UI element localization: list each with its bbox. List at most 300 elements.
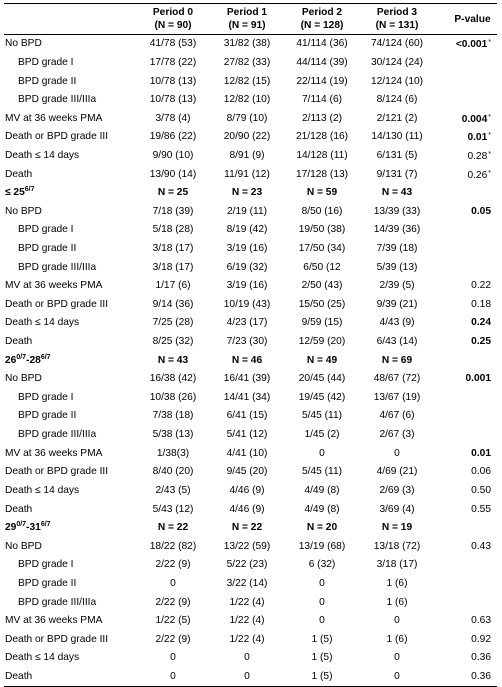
outcome-label: [4, 333, 136, 352]
period-1-value: 5/22 (23): [226, 559, 268, 571]
period-1-value: 4/46 (9): [229, 503, 265, 515]
p-value: 0.36: [471, 671, 491, 683]
outcome-label: [4, 556, 136, 575]
period-0-value: N = 25: [157, 187, 189, 199]
row-label-text: MV at 36 weeks PMA: [5, 615, 103, 627]
row-label-text: Death or BPD grade III: [5, 466, 109, 478]
table-row: [4, 426, 497, 445]
outcome-label: [4, 631, 136, 650]
p-value-cell: [434, 370, 497, 389]
outcome-label: [4, 612, 136, 631]
period-3-value: 48/67 (72): [373, 373, 421, 385]
period-1-value: 0: [210, 668, 284, 687]
row-label-text: BPD grade III/IIIa: [18, 596, 97, 608]
p-value-cell: [434, 351, 497, 370]
period-3-value: 2/67 (3): [379, 429, 415, 441]
p-value-cell: [434, 72, 497, 91]
row-label-text: Death ≤ 14 days: [5, 484, 80, 496]
table-row: [4, 649, 497, 668]
row-label-text: BPD grade II: [18, 75, 77, 87]
period-name: Period 2: [301, 7, 343, 18]
period-1-value: 12/82 (15): [223, 75, 271, 87]
p-value-cell: [434, 202, 497, 221]
period-2-value: 1 (5): [284, 668, 360, 687]
p-value: 0.55: [471, 503, 491, 515]
table-row: [4, 165, 497, 184]
row-label-text: Death: [5, 671, 33, 683]
period-0-value: 5/18 (28): [152, 224, 194, 236]
table-row: [4, 147, 497, 166]
period-2-value: 5/45 (11): [301, 410, 343, 422]
period-2-value: 4/49 (8): [304, 484, 340, 496]
label-range-end: -28: [26, 354, 41, 366]
period-2-value: 1 (5): [311, 633, 333, 645]
period-1-value: 12/82 (10): [223, 94, 271, 106]
p-value: 0.43: [471, 540, 491, 552]
gestational-age-group-label: [4, 351, 136, 370]
p-value-cell: [434, 147, 497, 166]
period-name: Period 3: [376, 7, 418, 18]
table-row: [4, 537, 497, 556]
table-row: [4, 296, 497, 315]
period-2-value: N = 20: [306, 522, 338, 534]
period-0-value: 3/78 (4): [155, 112, 191, 124]
period-0-value: 17/78 (22): [149, 56, 197, 68]
table-row: [4, 593, 497, 612]
outcome-label: [4, 202, 136, 221]
period-1-value: 16/41 (39): [223, 373, 271, 385]
table-row: [4, 668, 497, 687]
p-value-cell: [434, 612, 497, 631]
period-0-value: 2/22 (9): [155, 559, 191, 571]
row-label-text: BPD grade I: [18, 391, 74, 403]
p-value-cell: [434, 649, 497, 668]
outcome-label: [4, 575, 136, 594]
p-value-cell: [434, 537, 497, 556]
period-2-value: 6/50 (12: [303, 261, 341, 273]
outcome-label: [4, 147, 136, 166]
outcome-label: [4, 482, 136, 501]
period-2-value: 6 (32): [308, 559, 336, 571]
period-3-value: 8/124 (6): [376, 94, 418, 106]
period-3-value: 0: [360, 668, 434, 687]
period-2-value: 0: [319, 596, 325, 608]
header-period-1: [210, 4, 284, 35]
outcome-label: [4, 72, 136, 91]
period-0-value: 5/43 (12): [152, 503, 194, 515]
p-value-cell: [434, 556, 497, 575]
table-row: [4, 482, 497, 501]
period-2-value: 19/45 (42): [298, 391, 346, 403]
period-2-value: 15/50 (25): [298, 298, 346, 310]
period-2-value: 21/128 (16): [295, 131, 349, 143]
p-value: 0.05: [471, 205, 491, 217]
p-value-cell: [434, 35, 497, 54]
outcome-label: [4, 426, 136, 445]
row-label-text: BPD grade II: [18, 243, 77, 254]
row-label-text: MV at 36 weeks PMA: [5, 112, 103, 124]
period-n: (N = 128): [300, 20, 344, 31]
p-value: 0.25: [471, 336, 491, 348]
p-value-cell: [434, 407, 497, 426]
p-value-cell: [434, 240, 497, 259]
outcome-label: [4, 593, 136, 612]
period-0-value: 16/38 (42): [149, 373, 197, 385]
footnote-marker: *: [488, 132, 491, 140]
p-value: 0.50: [471, 484, 491, 496]
row-label-text: BPD grade I: [18, 559, 74, 571]
p-value-cell: [434, 221, 497, 240]
table-row: [4, 91, 497, 110]
outcome-label: [4, 91, 136, 110]
period-0-value: 41/78 (53): [149, 38, 197, 50]
period-3-value: 1 (6): [386, 596, 408, 608]
table-row: [4, 463, 497, 482]
period-3-value: 12/124 (10): [370, 75, 424, 87]
section-row: [4, 351, 497, 370]
period-0-value: 9/14 (36): [152, 298, 194, 310]
period-0-value: 7/18 (39): [152, 205, 194, 217]
period-3-value: 30/124 (24): [370, 56, 424, 68]
table-row: [4, 575, 497, 594]
period-3-value: 6/131 (5): [376, 149, 418, 161]
period-0-value: 18/22 (82): [149, 540, 197, 552]
outcome-label: [4, 35, 136, 54]
period-3-value: 6/43 (14): [376, 336, 418, 348]
row-label-text: Death ≤ 14 days: [5, 652, 80, 664]
period-1-value: N = 23: [231, 187, 263, 199]
bpd-outcomes-table: [4, 3, 497, 687]
period-1-value: 10/19 (43): [223, 298, 271, 310]
row-label-text: Death: [5, 168, 33, 180]
p-value: 0.63: [471, 615, 491, 627]
outcome-label: [4, 277, 136, 296]
period-0-value: 0: [170, 652, 176, 664]
row-label-text: 26: [5, 354, 17, 366]
outcome-label: [4, 314, 136, 333]
table-row: [4, 54, 497, 73]
period-3-value: 74/124 (60): [370, 38, 424, 50]
table-row: [4, 631, 497, 650]
row-label-text: MV at 36 weeks PMA: [5, 447, 103, 459]
p-value: 0.01: [471, 447, 491, 459]
row-label-text: No BPD: [5, 373, 42, 385]
period-1-value: 11/91 (12): [224, 168, 270, 180]
period-1-value: 3/19 (16): [226, 280, 268, 292]
header-label-cell: [4, 4, 136, 35]
p-value-cell: [434, 631, 497, 650]
period-3-value: 7/39 (18): [376, 243, 418, 254]
period-0-value: 2/22 (9): [155, 596, 191, 608]
table-row: [4, 277, 497, 296]
table-row: [4, 407, 497, 426]
row-label-text: Death or BPD grade III: [5, 633, 109, 645]
period-0-value: 10/78 (13): [149, 94, 197, 106]
label-range-end: -31: [26, 522, 41, 534]
p-value-cell: [434, 519, 497, 538]
period-3-value: N = 69: [381, 354, 413, 366]
period-1-value: 5/41 (12): [226, 429, 268, 441]
p-value-cell: [434, 500, 497, 519]
outcome-label: [4, 296, 136, 315]
p-value: 0.92: [471, 633, 491, 645]
period-2-value: 22/114 (19): [296, 75, 348, 87]
label-superscript: 0/7: [16, 353, 27, 361]
row-label-text: ≤ 25: [5, 187, 25, 199]
period-3-value: N = 19: [381, 522, 413, 534]
header-row: [4, 4, 497, 35]
period-3-value: 14/130 (11): [371, 131, 423, 143]
period-3-value: 2/69 (3): [379, 484, 415, 496]
row-label-text: Death ≤ 14 days: [5, 317, 80, 329]
table-body: [4, 35, 497, 687]
period-1-value: 7/23 (30): [226, 336, 268, 348]
outcome-label: [4, 500, 136, 519]
outcome-label: [4, 668, 136, 687]
table-row: [4, 444, 497, 463]
period-2-value: N = 49: [306, 354, 338, 366]
p-value-cell: [434, 463, 497, 482]
period-1-value: 9/45 (20): [226, 466, 268, 478]
period-2-value: 14/128 (11): [296, 149, 348, 161]
outcome-label: [4, 649, 136, 668]
p-value-cell: [434, 426, 497, 445]
label-superscript: 6/7: [40, 521, 51, 529]
outcome-label: [4, 165, 136, 184]
table-row: [4, 612, 497, 631]
period-2-value: 1/45 (2): [304, 429, 340, 441]
period-0-value: 7/25 (28): [152, 317, 194, 329]
p-value-cell: [434, 444, 497, 463]
outcome-label: [4, 240, 136, 259]
period-0-value: 10/38 (26): [149, 391, 197, 403]
outcome-label: [4, 54, 136, 73]
period-2-value: N = 59: [306, 187, 338, 199]
period-1-value: 4/23 (17): [226, 317, 268, 329]
period-2-value: 0: [319, 577, 325, 589]
period-1-value: 3/19 (16): [226, 243, 268, 254]
period-name: Period 0: [152, 7, 194, 18]
row-label-text: BPD grade III/IIIa: [18, 429, 97, 441]
period-0-value: 2/43 (5): [155, 484, 191, 496]
header-period-0: [136, 4, 210, 35]
footnote-marker: *: [488, 113, 491, 121]
outcome-label: [4, 407, 136, 426]
period-2-value: 9/59 (15): [301, 317, 343, 329]
period-2-value: 20/45 (44): [298, 373, 346, 385]
row-label-text: Death ≤ 14 days: [5, 149, 80, 161]
label-superscript: 0/7: [16, 521, 27, 529]
outcome-label: [4, 109, 136, 128]
row-label-text: BPD grade I: [18, 56, 74, 68]
period-1-value: N = 46: [231, 354, 263, 366]
p-value: 0.004: [461, 113, 488, 125]
period-2-value: 2/50 (43): [301, 280, 343, 292]
period-2-value: 5/45 (11): [301, 466, 343, 478]
period-1-value: 4/46 (9): [229, 484, 265, 496]
period-1-value: 8/79 (10): [226, 112, 268, 124]
header-period-2: [284, 4, 360, 35]
period-0-value: 19/86 (22): [149, 131, 197, 143]
period-0-value: 8/40 (20): [152, 466, 194, 478]
p-value-cell: [434, 184, 497, 203]
footnote-marker: *: [488, 169, 491, 177]
period-1-value: 14/41 (34): [223, 391, 271, 403]
gestational-age-group-label: [4, 184, 136, 203]
row-label-text: BPD grade III/IIIa: [18, 261, 97, 273]
period-0-value: 0: [170, 577, 176, 589]
period-1-value: 1/22 (4): [229, 615, 265, 627]
period-n: (N = 90): [154, 20, 192, 31]
period-1-value: 6/41 (15): [226, 410, 268, 422]
period-0-value: N = 43: [157, 354, 189, 366]
table-row: [4, 72, 497, 91]
period-1-value: 2/19 (11): [226, 205, 268, 217]
p-value: 0.28: [467, 150, 488, 162]
row-label-text: No BPD: [5, 38, 42, 50]
row-label-text: 29: [5, 522, 17, 534]
p-value: 0.36: [471, 652, 491, 664]
period-3-value: 2/121 (2): [376, 112, 418, 124]
period-0-value: 1/17 (6): [155, 280, 191, 292]
period-1-value: 8/91 (9): [229, 149, 265, 161]
period-0-value: 1/38(3): [156, 447, 190, 459]
period-3-value: 0: [394, 615, 400, 627]
period-3-value: 0: [394, 447, 400, 459]
table-row: [4, 333, 497, 352]
period-3-value: 2/39 (5): [379, 280, 415, 292]
outcome-label: [4, 128, 136, 147]
p-value: 0.06: [471, 466, 491, 478]
table-row: [4, 314, 497, 333]
period-3-value: 13/67 (19): [373, 391, 421, 403]
period-n: (N = 131): [375, 20, 419, 31]
period-1-value: 27/82 (33): [223, 56, 271, 68]
p-value: 0.01: [467, 132, 488, 144]
period-2-value: 13/19 (68): [298, 540, 346, 552]
period-2-value: 19/50 (38): [298, 224, 346, 236]
outcome-label: [4, 444, 136, 463]
period-1-value: 20/90 (22): [223, 131, 271, 143]
footnote-marker: *: [488, 150, 491, 158]
period-3-value: 13/18 (72): [373, 540, 421, 552]
period-0-value: 9/90 (10): [152, 149, 194, 161]
table-row: [4, 240, 497, 259]
p-value-cell: [434, 314, 497, 333]
outcome-label: [4, 370, 136, 389]
gestational-age-group-label: [4, 519, 136, 538]
period-2-value: 17/128 (13): [295, 168, 349, 180]
table-row: [4, 258, 497, 277]
period-2-value: 7/114 (6): [301, 94, 343, 106]
period-1-value: N = 22: [231, 522, 263, 534]
period-0-value: N = 22: [157, 522, 189, 534]
p-value-cell: [434, 296, 497, 315]
p-value-cell: [434, 389, 497, 408]
p-value-cell: [434, 54, 497, 73]
period-3-value: 4/69 (21): [376, 466, 418, 478]
p-value-cell: [434, 575, 497, 594]
period-3-value: 0: [394, 652, 400, 664]
period-3-value: N = 43: [381, 187, 413, 199]
table-row: [4, 500, 497, 519]
period-3-value: 1 (6): [386, 633, 408, 645]
period-0-value: 3/18 (17): [152, 243, 194, 254]
period-1-value: 1/22 (4): [229, 633, 265, 645]
table-row: [4, 556, 497, 575]
p-value-cell: [434, 91, 497, 110]
period-1-value: 6/19 (32): [226, 261, 268, 273]
p-value-cell: [434, 109, 497, 128]
period-0-value: 3/18 (17): [152, 261, 194, 273]
period-1-value: 31/82 (38): [223, 38, 271, 50]
period-1-value: 3/22 (14): [226, 577, 268, 589]
period-0-value: 2/22 (9): [155, 633, 191, 645]
period-3-value: 1 (6): [386, 577, 408, 589]
row-label-text: Death: [5, 336, 33, 348]
outcome-label: [4, 258, 136, 277]
period-2-value: 12/59 (20): [298, 336, 346, 348]
period-2-value: 0: [319, 447, 325, 459]
period-2-value: 44/114 (39): [296, 56, 348, 68]
period-2-value: 2/113 (2): [301, 112, 343, 124]
outcome-label: [4, 389, 136, 408]
row-label-text: No BPD: [5, 205, 42, 217]
period-name: Period 1: [226, 7, 268, 18]
p-value-cell: [434, 482, 497, 501]
p-value: 0.001: [465, 373, 491, 385]
label-superscript: 6/7: [40, 353, 51, 361]
period-3-value: 3/18 (17): [376, 559, 418, 571]
p-value-cell: [434, 333, 497, 352]
period-3-value: 9/131 (7): [376, 168, 418, 180]
row-label-text: BPD grade II: [18, 577, 77, 589]
row-label-text: BPD grade III/IIIa: [18, 94, 97, 106]
p-value-cell: [434, 258, 497, 277]
p-value: 0.24: [471, 317, 491, 329]
outcome-label: [4, 537, 136, 556]
period-2-value: 1 (5): [311, 652, 333, 664]
table-row: [4, 370, 497, 389]
table-row: [4, 202, 497, 221]
p-value-cell: [434, 277, 497, 296]
period-0-value: 13/90 (14): [149, 168, 197, 180]
p-value: 0.18: [471, 298, 491, 310]
p-value-cell: [434, 165, 497, 184]
period-1-value: 13/22 (59): [223, 540, 271, 552]
section-row: [4, 519, 497, 538]
section-row: [4, 184, 497, 203]
period-1-value: 1/22 (4): [229, 596, 265, 608]
p-value-cell: [434, 128, 497, 147]
period-1-value: 0: [244, 652, 250, 664]
row-label-text: Death: [5, 503, 33, 515]
period-0-value: 8/25 (32): [152, 336, 194, 348]
row-label-text: MV at 36 weeks PMA: [5, 280, 103, 292]
header-p-value: P-value: [434, 4, 497, 35]
period-2-value: 8/50 (16): [301, 205, 343, 217]
table-row: [4, 35, 497, 54]
row-label-text: Death or BPD grade III: [5, 298, 109, 310]
row-label-text: BPD grade I: [18, 224, 74, 236]
outcome-label: [4, 221, 136, 240]
period-0-value: 10/78 (13): [149, 75, 197, 87]
period-3-value: 5/39 (13): [376, 261, 418, 273]
period-0-value: 1/22 (5): [155, 615, 191, 627]
header-period-3: [360, 4, 434, 35]
period-2-value: 4/49 (8): [304, 503, 340, 515]
period-1-value: 8/19 (42): [226, 224, 268, 236]
